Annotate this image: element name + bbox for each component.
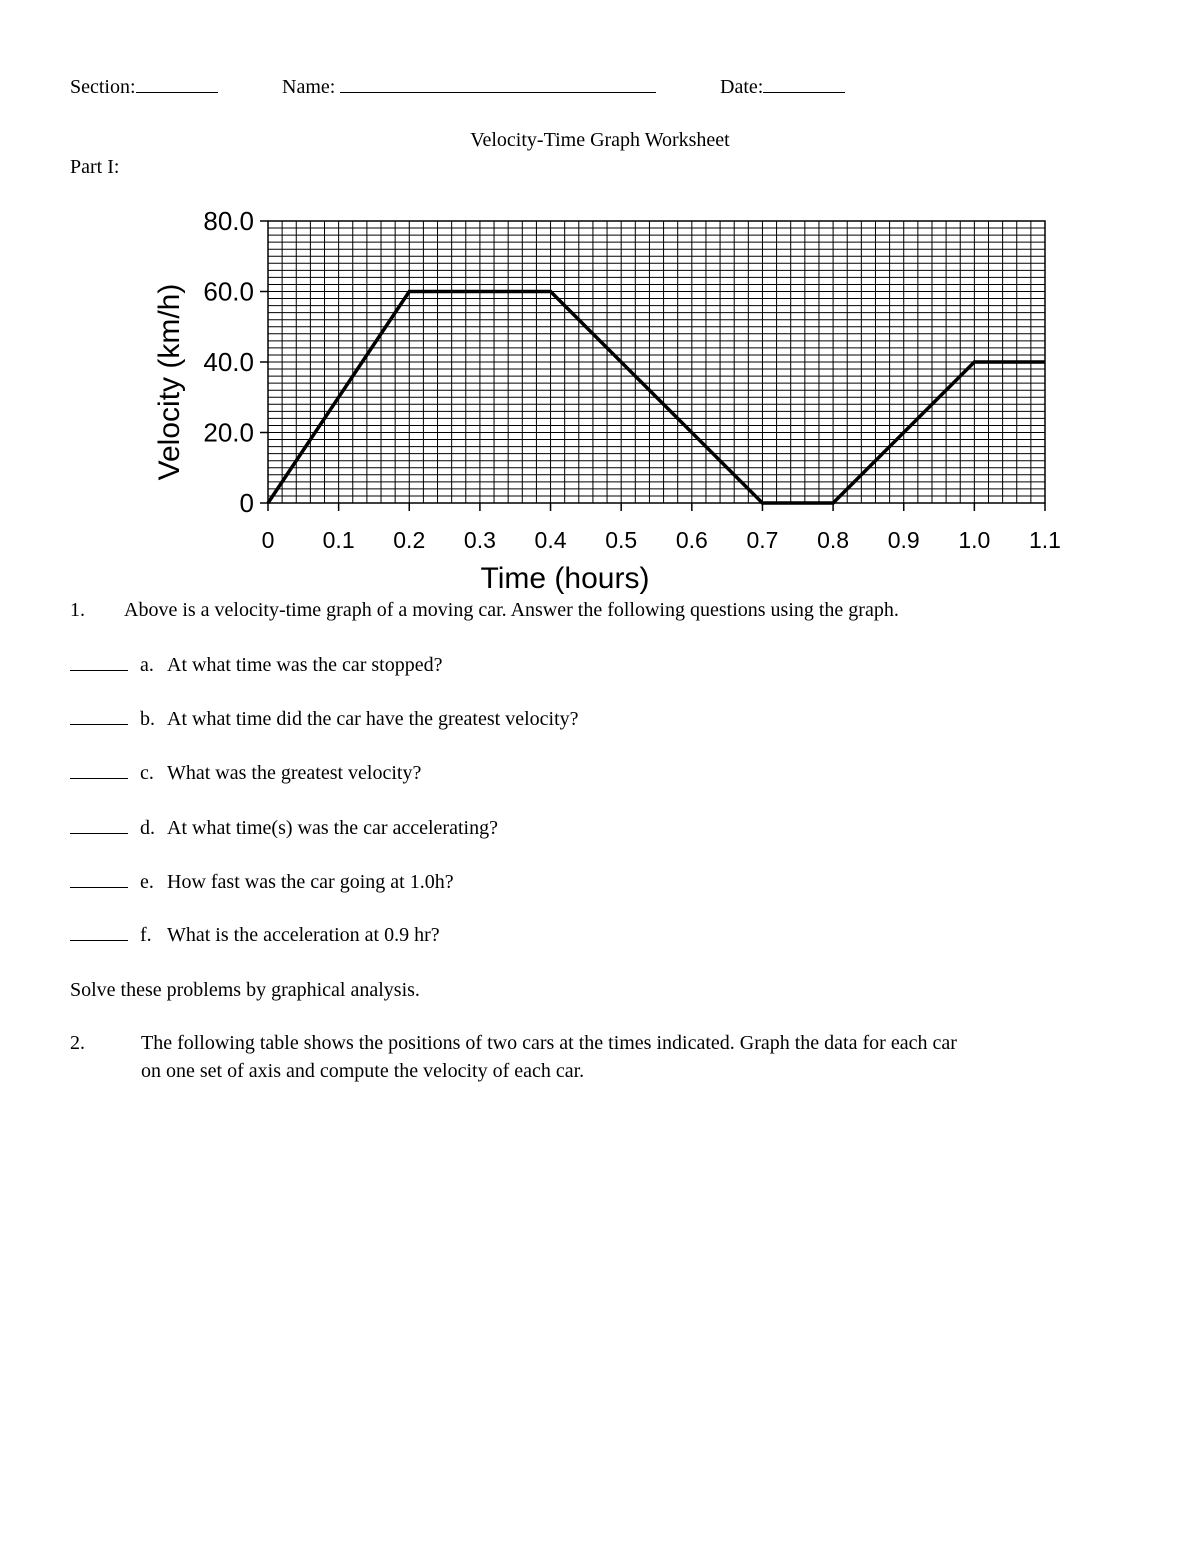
question-2-line-1: The following table shows the positions of two cars at the times indicated. Graph the data for each car <box>141 1032 957 1054</box>
x-tick-label: 0.8 <box>817 527 850 553</box>
section-label: Section: <box>70 76 136 98</box>
part-label: Part I: <box>70 156 120 178</box>
answer-blank[interactable] <box>70 815 128 834</box>
question-1-text: Above is a velocity-time graph of a moving car. Answer the following questions using the graph. <box>124 599 899 621</box>
answer-blank[interactable] <box>70 706 128 725</box>
y-tick-label: 60.0 <box>203 276 254 307</box>
page-title: Velocity-Time Graph Worksheet <box>470 129 730 151</box>
item-letter: c. <box>140 762 154 784</box>
x-tick-label: 1.1 <box>1029 527 1061 553</box>
item-text: What was the greatest velocity? <box>167 762 422 784</box>
item-text: How fast was the car going at 1.0h? <box>167 871 454 893</box>
answer-blank[interactable] <box>70 922 128 941</box>
x-tick-labels <box>262 503 1061 553</box>
item-letter: d. <box>140 817 155 839</box>
answer-blank[interactable] <box>70 652 128 671</box>
x-tick-label: 0.3 <box>463 527 496 553</box>
item-letter: e. <box>140 871 154 893</box>
x-tick-label: 0.7 <box>746 527 779 553</box>
item-letter: f. <box>140 924 152 946</box>
chart-grid <box>268 221 1045 503</box>
y-tick-label: 80.0 <box>203 206 254 236</box>
question-1-item <box>70 869 454 894</box>
y-tick-label: 0 <box>239 488 254 518</box>
question-2-line-2: on one set of axis and compute the velocity of each car. <box>141 1060 585 1082</box>
x-tick-label: 1.0 <box>958 527 991 553</box>
date-label: Date: <box>720 76 764 98</box>
answer-blank[interactable] <box>70 869 128 888</box>
item-text: What is the acceleration at 0.9 hr? <box>167 924 440 946</box>
y-tick-labels <box>203 206 268 518</box>
question-1-item <box>70 815 498 840</box>
question-1-item <box>70 652 442 677</box>
y-axis-label: Velocity (km/h) <box>153 283 186 481</box>
y-tick-label: 40.0 <box>203 347 254 377</box>
x-tick-label: 0.9 <box>887 527 920 553</box>
question-2-number: 2. <box>70 1032 85 1054</box>
question-1-item <box>70 922 440 947</box>
y-tick-label: 20.0 <box>203 417 254 448</box>
question-1-item <box>70 706 579 731</box>
x-tick-label: 0 <box>261 527 275 553</box>
answer-blank[interactable] <box>70 760 128 779</box>
question-1-number: 1. <box>70 599 85 621</box>
item-text: At what time was the car stopped? <box>167 654 443 676</box>
item-letter: b. <box>140 708 155 730</box>
name-label: Name: <box>282 76 336 98</box>
x-tick-label: 0.4 <box>534 527 567 553</box>
item-text: At what time did the car have the greatest velocity? <box>167 708 579 730</box>
velocity-time-chart <box>0 0 1200 600</box>
item-text: At what time(s) was the car accelerating? <box>167 817 498 839</box>
x-tick-label: 0.5 <box>605 527 638 553</box>
x-tick-label: 0.2 <box>393 527 426 553</box>
item-letter: a. <box>140 654 154 676</box>
x-axis-label: Time (hours) <box>480 562 650 595</box>
question-1-item <box>70 760 421 785</box>
x-tick-label: 0.1 <box>322 527 355 553</box>
instruction-text: Solve these problems by graphical analysis. <box>70 979 420 1001</box>
x-tick-label: 0.6 <box>675 527 708 553</box>
